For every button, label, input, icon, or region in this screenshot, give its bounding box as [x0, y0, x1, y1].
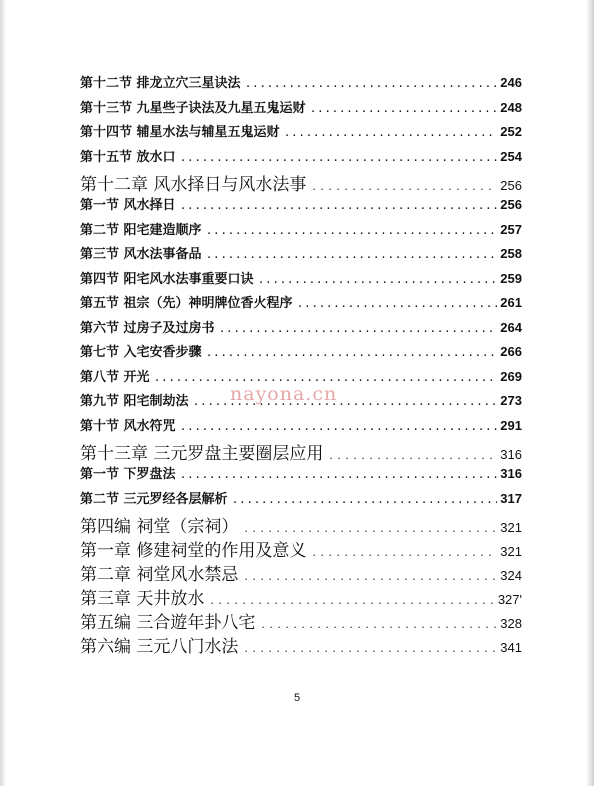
dot-leader [156, 374, 498, 384]
dot-leader [244, 522, 497, 535]
dot-leader [260, 276, 498, 286]
toc-entry-title: 第一节 下罗盘法 [80, 467, 176, 482]
toc-entry-title: 第七节 入宅安香步骤 [80, 345, 202, 360]
dot-leader [244, 570, 497, 583]
toc-entry [80, 512, 522, 536]
toc-entry-title: 第五编 三合遊年卦八宅 [80, 613, 256, 633]
toc-entry [80, 608, 522, 632]
toc-entry-title: 第一章 修建祠堂的作用及意义 [80, 541, 307, 561]
toc-entry-page: 269 [500, 368, 522, 384]
toc-entry-title: 第十二章 风水择日与风水法事 [80, 175, 307, 195]
dot-leader [299, 300, 498, 310]
dot-leader [247, 80, 498, 90]
dot-leader [182, 423, 498, 433]
toc-entry-title: 第十五节 放水口 [80, 149, 176, 165]
dot-leader [312, 180, 497, 193]
toc-entry [80, 341, 522, 366]
dot-leader [182, 202, 498, 212]
toc-entry-page: 273 [500, 393, 522, 408]
toc-entry-page: 316 [500, 466, 522, 481]
toc-entry-title: 第二节 三元罗经各层解析 [80, 491, 228, 507]
dot-leader [234, 496, 498, 506]
dot-leader [208, 251, 498, 261]
toc-entry-page: 327' [497, 592, 522, 607]
toc-entry [80, 415, 522, 440]
dot-leader [286, 129, 498, 139]
dot-leader [261, 618, 497, 631]
toc-entry-page: 261 [500, 295, 522, 310]
dot-leader [182, 471, 498, 481]
toc-entry-title: 第四编 祠堂（宗祠） [80, 517, 239, 537]
toc-entry [80, 536, 522, 560]
toc-entry-page: 264 [500, 319, 522, 335]
dot-leader [182, 154, 498, 164]
dot-leader [244, 642, 497, 655]
toc-entry [80, 488, 522, 513]
toc-entry-title: 第二章 祠堂风水禁忌 [80, 565, 239, 585]
page-number: 5 [293, 692, 301, 704]
toc-entry-page: 317 [500, 490, 522, 506]
toc-entry-title: 第五节 祖宗（先）神明牌位香火程序 [80, 296, 293, 311]
toc-entry-page: 324 [500, 568, 522, 583]
toc-entry [80, 170, 522, 194]
toc-entry-title: 第六编 三元八门水法 [80, 637, 239, 657]
toc-entry-title: 第九节 阳宅制劫法 [80, 394, 189, 409]
toc-entry [80, 632, 522, 656]
toc-entry [80, 121, 522, 146]
toc-entry-page: 258 [500, 246, 522, 261]
toc-entry-page: 316 [500, 447, 522, 462]
page-edge-left [0, 0, 6, 786]
toc-entry-title: 第十四节 辅星水法与辅星五鬼运财 [80, 125, 280, 140]
toc-entry [80, 560, 522, 584]
toc-entry-page: 321 [500, 520, 522, 535]
toc-entry [80, 292, 522, 317]
toc-entry [80, 72, 522, 97]
toc-entry-page: 254 [500, 148, 522, 164]
toc-entry-title: 第三章 天井放水 [80, 589, 205, 609]
toc-entry-page: 252 [500, 124, 522, 139]
toc-entry-page: 259 [500, 270, 522, 286]
toc-entry-title: 第十三节 九星些子诀法及九星五鬼运财 [80, 100, 306, 116]
dot-leader [221, 325, 498, 335]
toc-entry-title: 第十三章 三元罗盘主要圈层应用 [80, 444, 324, 464]
toc-entry [80, 317, 522, 342]
toc-entry-page: 328 [500, 616, 522, 631]
dot-leader [312, 546, 497, 559]
dot-leader [208, 227, 498, 237]
dot-leader [329, 449, 497, 462]
page-edge-right [586, 0, 594, 786]
toc-entry-title: 第十二节 排龙立穴三星诀法 [80, 76, 241, 91]
watermark: nayona.cn [230, 383, 338, 405]
toc-entry [80, 584, 522, 608]
toc-entry-page: 266 [500, 344, 522, 359]
toc-entry-title: 第八节 开光 [80, 369, 150, 385]
toc-entry [80, 219, 522, 244]
toc-entry-title: 第四节 阳宅风水法事重要口诀 [80, 271, 254, 287]
toc-entry-page: 246 [500, 75, 522, 90]
toc-entry-page: 248 [500, 99, 522, 115]
toc-entry [80, 146, 522, 171]
toc-entry-page: 256 [500, 197, 522, 212]
toc-entry-page: 341 [500, 640, 522, 655]
toc-entry-page: 291 [500, 417, 522, 433]
toc-entry-title: 第一节 风水择日 [80, 198, 176, 213]
dot-leader [210, 594, 494, 607]
toc-entry-page: 256 [500, 178, 522, 193]
toc-entry-title: 第十节 风水符咒 [80, 418, 176, 434]
toc-entry [80, 439, 522, 463]
toc-entry [80, 463, 522, 488]
toc-entry-page: 321 [500, 544, 522, 559]
dot-leader [312, 105, 498, 115]
toc-entry-page: 257 [500, 221, 522, 237]
toc-entry [80, 194, 522, 219]
toc-entry [80, 97, 522, 122]
toc-entry-title: 第二节 阳宅建造顺序 [80, 222, 202, 238]
toc-entry-title: 第六节 过房子及过房书 [80, 320, 215, 336]
table-of-contents [80, 72, 522, 656]
toc-entry [80, 268, 522, 293]
dot-leader [208, 349, 498, 359]
toc-entry-title: 第三节 风水法事备品 [80, 247, 202, 262]
toc-entry [80, 243, 522, 268]
